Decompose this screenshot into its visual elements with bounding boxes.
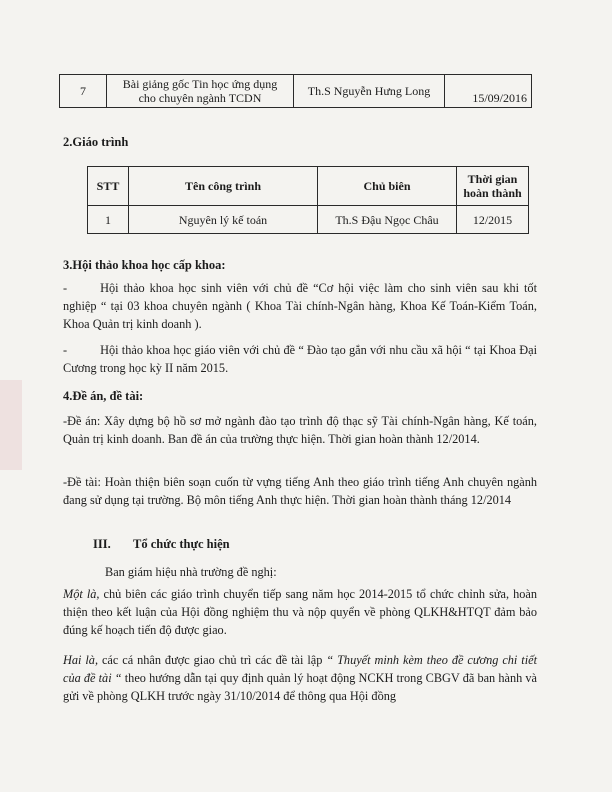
time-header-line: Thời gian (467, 172, 518, 186)
table-header-row (88, 167, 529, 206)
stt-header: STT (88, 167, 129, 206)
proposal-intro (63, 563, 537, 581)
time-cell: 12/2015 (457, 206, 529, 234)
textbook-table-continued (59, 74, 532, 108)
proposal-first (63, 585, 537, 639)
title-header: Tên công trình (129, 167, 318, 206)
author-cell: Th.S Nguyễn Hưng Long (294, 75, 445, 108)
time-header-line: hoàn thành (463, 186, 522, 200)
time-header (457, 167, 529, 206)
proposal-second (63, 651, 537, 705)
topic-paragraph: -Đề tài: Hoàn thiện biên soạn cuốn từ vựng tiếng Anh theo giáo trình tiếng Anh chuyên ngành đang sử dụng tại trường. Bộ môn tiếng Anh thực hiện. Thời gian hoàn thành tháng 12/2014 (63, 475, 537, 507)
workshop-item-text: Hội thảo khoa học sinh viên với chủ đề “Cơ hội việc làm cho sinh viên sau khi tốt nghiệp “ tại 03 khoa chuyên ngành ( Khoa Tài chính-Ngân hàng, Khoa Kế Toán-Kiểm Toán, Khoa Quản trị kinh doanh ). (63, 281, 537, 331)
proposal-second-text-end: theo hướng dẫn tại quy định quản lý hoạt động NCKH trong CBGV đã ban hành và gửi về phòng QLKH trước ngày 31/10/2014 để thông qua Hội đồng (63, 671, 537, 703)
section-2-heading: 2.Giáo trình (63, 135, 129, 149)
table-row (88, 206, 529, 234)
section-4-heading: 4.Đề án, đề tài: (63, 389, 144, 403)
workshop-item-teacher: - Hội thảo khoa học giáo viên với chủ đề “ Đào tạo gắn với nhu cầu xã hội “ tại Khoa Đại Cương trong học kỳ II năm 2015. (63, 343, 537, 375)
author-cell: Th.S Đậu Ngọc Châu (318, 206, 457, 234)
proposal-second-lead: Hai là, (63, 653, 99, 667)
workshop-item-student: - Hội thảo khoa học sinh viên với chủ đề “Cơ hội việc làm cho sinh viên sau khi tốt nghiệp “ tại 03 khoa chuyên ngành ( Khoa Tài chính-Ngân hàng, Khoa Kế Toán-Kiểm Toán, Khoa Quản trị kinh doanh ). (63, 281, 537, 331)
curriculum-table (87, 166, 529, 234)
proposal-first-lead: Một là, (63, 587, 100, 601)
proposal-second-quote: “ Thuyết minh kèm theo đề cương chi tiết của đề tài “ (63, 653, 537, 685)
table-row (60, 75, 532, 108)
proposal-second-text: các cá nhân được giao chủ trì các đề tài lập (98, 653, 327, 667)
workshop-item-text: Hội thảo khoa học giáo viên với chủ đề “ Đào tạo gắn với nhu cầu xã hội “ tại Khoa Đại Cương trong học kỳ II năm 2015. (63, 343, 537, 375)
section-3-heading: 3.Hội thảo khoa học cấp khoa: (63, 258, 226, 272)
project-paragraph: -Đề án: Xây dựng bộ hồ sơ mở ngành đào tạo trình độ thạc sỹ Tài chính-Ngân hàng, Kế toán, Quản trị kinh doanh. Ban đề án của trường thực hiện. Thời gian hoàn thành 12/2014. (63, 414, 537, 446)
author-header: Chủ biên (318, 167, 457, 206)
section-iii-heading: Tổ chức thực hiện (133, 537, 230, 551)
title-line: cho chuyên ngành TCDN (138, 91, 262, 105)
title-cell: Nguyên lý kế toán (129, 206, 318, 234)
title-line: Bài giảng gốc Tin học ứng dụng (122, 77, 278, 91)
date-cell: 15/09/2016 (445, 75, 532, 108)
proposal-first-text: chủ biên các giáo trình chuyển tiếp sang năm học 2014-2015 tổ chức chỉnh sửa, hoàn thiện theo kết luận của Hội đồng nghiệm thu và nộp quyển về phòng QLKH&HTQT đảm bảo đúng kế hoạch tiến độ được giao. (63, 587, 537, 637)
section-iii-numeral: III. (93, 537, 111, 551)
red-stamp-bleed (0, 380, 22, 470)
proposal-intro-text: Ban giám hiệu nhà trường đề nghị: (105, 565, 277, 579)
stt-cell: 1 (88, 206, 129, 234)
title-cell (107, 75, 294, 108)
stt-cell: 7 (60, 75, 107, 108)
